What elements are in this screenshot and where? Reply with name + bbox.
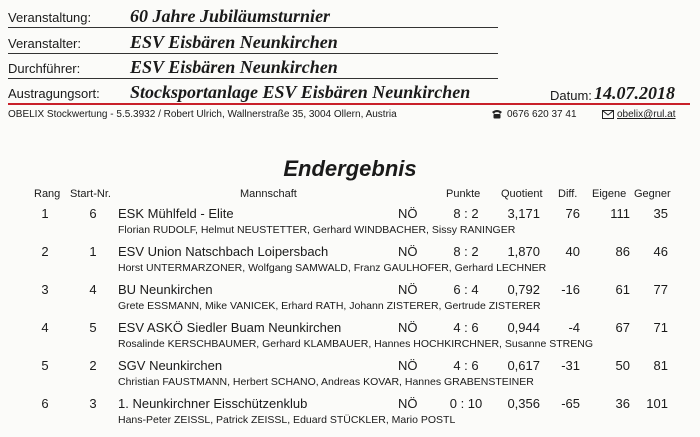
rank-cell: 2 [41,244,49,259]
start-cell: 1 [89,244,97,259]
team-name: SGV Neunkirchen [118,358,223,373]
start-cell: 2 [89,358,97,373]
executor-label: Durchführer: [8,61,81,76]
own-cell: 67 [615,320,630,335]
mail-icon [602,110,614,119]
own-cell: 61 [615,282,630,297]
own-cell: 86 [615,244,630,259]
team-name: ESV Union Natschbach Loipersbach [118,244,329,259]
player-list: Florian RUDOLF, Helmut NEUSTETTER, Gerhard WINDBACHER, Sissy RANINGER [118,224,516,236]
player-list: Grete ESSMANN, Mike VANICEK, Erhard RATH, Johann ZISTERER, Gertrude ZISTERER [118,300,541,312]
player-list: Hans-Peter ZEISSL, Patrick ZEISSL, Eduard STÜCKLER, Mario POSTL [118,414,456,426]
diff-cell: -16 [561,282,580,297]
points-cell: 8 : 2 [453,244,479,259]
diff-cell: -31 [561,358,580,373]
opponent-cell: 77 [653,282,668,297]
quotient-cell: 0,792 [507,282,540,297]
venue-value: Stocksportanlage ESV Eisbären Neunkirchen [130,82,471,102]
team-name: 1. Neunkirchner Eisschützenklub [118,396,308,411]
start-cell: 4 [89,282,97,297]
state-cell: NÖ [398,396,418,411]
opponent-cell: 101 [646,396,668,411]
venue-label: Austragungsort: [8,86,100,101]
event-label: Veranstaltung: [8,10,92,25]
opponent-cell: 71 [653,320,668,335]
software-info: OBELIX Stockwertung - 5.5.3932 / Robert Ulrich, Wallnerstraße 35, 3004 Ollern, Austria [8,109,397,120]
team-name: BU Neunkirchen [118,282,213,297]
col-team: Mannschaft [240,188,297,200]
quotient-cell: 0,356 [507,396,540,411]
col-points: Punkte [446,188,481,200]
date-value: 14.07.2018 [594,83,675,103]
points-cell: 4 : 6 [453,320,479,335]
state-cell: NÖ [398,282,418,297]
event-value: 60 Jahre Jubiläumsturnier [130,6,331,26]
col-opponent: Gegner [634,188,671,200]
state-cell: NÖ [398,320,418,335]
state-cell: NÖ [398,358,418,373]
diff-cell: -4 [568,320,580,335]
start-cell: 3 [89,396,97,411]
own-cell: 50 [615,358,630,373]
player-list: Christian FAUSTMANN, Herbert SCHANO, Andreas KOVAR, Hannes GRABENSTEINER [118,376,534,388]
rank-cell: 1 [41,206,49,221]
quotient-cell: 0,617 [507,358,540,373]
organizer-label: Veranstalter: [8,36,81,51]
col-start: Start-Nr. [70,188,111,200]
email-link[interactable]: obelix@rul.at [617,109,676,120]
quotient-cell: 0,944 [507,320,540,335]
start-cell: 6 [89,206,97,221]
own-cell: 36 [615,396,630,411]
player-list: Rosalinde KERSCHBAUMER, Gerhard KLAMBAUER, Hannes HOCHKIRCHNER, Susanne STRENG [118,338,593,350]
points-cell: 8 : 2 [453,206,479,221]
rank-cell: 5 [41,358,49,373]
executor-value: ESV Eisbären Neunkirchen [130,57,338,77]
player-list: Horst UNTERMARZONER, Wolfgang SAMWALD, Franz GAULHOFER, Gerhard LECHNER [118,262,547,274]
own-cell: 111 [610,206,630,221]
diff-cell: 40 [565,244,580,259]
header-divider [8,103,690,105]
diff-cell: 76 [565,206,580,221]
quotient-cell: 1,870 [507,244,540,259]
state-cell: NÖ [398,206,418,221]
col-own: Eigene [592,188,627,200]
rank-cell: 4 [41,320,49,335]
opponent-cell: 46 [653,244,668,259]
col-diff: Diff. [558,188,578,200]
diff-cell: -65 [561,396,580,411]
phone-icon [491,109,503,119]
start-cell: 5 [89,320,97,335]
quotient-cell: 3,171 [507,206,540,221]
col-quotient: Quotient [501,188,543,200]
opponent-cell: 81 [653,358,668,373]
state-cell: NÖ [398,244,418,259]
header-underline [8,78,498,79]
date-label: Datum: [550,88,592,103]
team-name: ESV ASKÖ Siedler Buam Neunkirchen [118,320,342,335]
col-rank: Rang [34,188,61,200]
points-cell: 6 : 4 [453,282,479,297]
points-cell: 0 : 10 [449,396,483,411]
header-underline [8,27,498,28]
opponent-cell: 35 [653,206,668,221]
rank-cell: 6 [41,396,49,411]
rank-cell: 3 [41,282,49,297]
organizer-value: ESV Eisbären Neunkirchen [130,32,338,52]
header-underline [8,53,498,54]
phone-number: 0676 620 37 41 [507,109,577,120]
points-cell: 4 : 6 [453,358,479,373]
team-name: ESK Mühlfeld - Elite [118,206,234,221]
page-title: Endergebnis [283,156,417,181]
